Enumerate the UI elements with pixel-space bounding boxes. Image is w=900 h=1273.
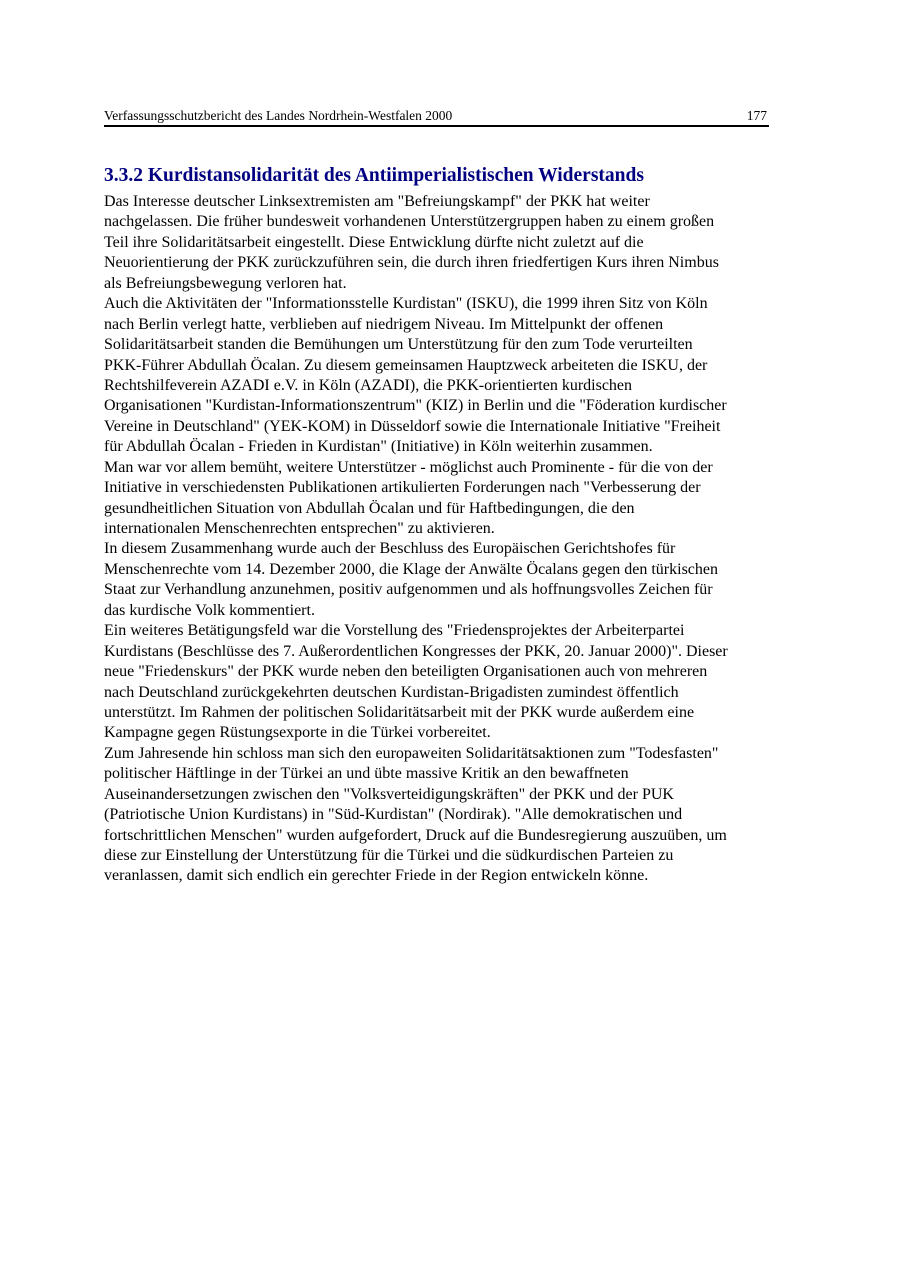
text-line: Solidaritätsarbeit standen die Bemühungen um Unterstützung für den zum Tode verurteilten (104, 336, 693, 354)
text-line: Kurdistans (Beschlüsse des 7. Außerordentlichen Kongresses der PKK, 20. Januar 2000)". Dieser (104, 642, 728, 660)
text-line: PKK-Führer Abdullah Öcalan. Zu diesem gemeinsamen Hauptzweck arbeiteten die ISKU, der (104, 356, 708, 374)
running-header (104, 108, 769, 127)
text-line: In diesem Zusammenhang wurde auch der Beschluss des Europäischen Gerichtshofes für (104, 540, 676, 558)
text-line: Rechtshilfeverein AZADI e.V. in Köln (AZADI), die PKK-orientierten kurdischen (104, 376, 633, 394)
text-line: Das Interesse deutscher Linksextremisten am "Befreiungskampf" der PKK hat weiter (104, 193, 650, 210)
text-line: Menschenrechte vom 14. Dezember 2000, die Klage der Anwälte Öcalans gegen den türkischen (104, 560, 718, 578)
text-line: nach Berlin verlegt hatte, verblieben auf niedrigem Niveau. Im Mittelpunkt der offenen (104, 315, 664, 333)
text-line: Zum Jahresende hin schloss man sich den europaweiten Solidaritätsaktionen zum "Todesfasten" (104, 744, 719, 762)
text-line: (Patriotische Union Kurdistans) in "Süd-Kurdistan" (Nordirak). "Alle demokratischen und (104, 806, 683, 824)
text-line: Organisationen "Kurdistan-Informationszentrum" (KIZ) in Berlin und die "Föderation kurdischer (104, 397, 727, 415)
text-line: internationalen Menschenrechten entsprechen" zu aktivieren. (104, 520, 495, 537)
text-line: Initiative in verschiedensten Publikationen artikulierten Forderungen nach "Verbesserung der (104, 479, 701, 497)
text-line: Man war vor allem bemüht, weitere Unterstützer - möglichst auch Prominente - für die von der (104, 458, 713, 476)
text-line: Auseinandersetzungen zwischen den "Volksverteidigungskräften" der PKK und der PUK (104, 785, 674, 803)
text-line: Neuorientierung der PKK zurückzuführen sein, die durch ihren friedfertigen Kurs ihren Nimbus (104, 254, 719, 272)
text-line: gesundheitlichen Situation von Abdullah Öcalan und für Haftbedingungen, die den (104, 499, 635, 517)
text-line: das kurdische Volk kommentiert. (104, 601, 315, 619)
header-title: Verfassungsschutzbericht des Landes Nordrhein-Westfalen 2000 (104, 108, 453, 123)
page-number: 177 (746, 108, 767, 123)
text-line: Ein weiteres Betätigungsfeld war die Vorstellung des "Friedensprojektes der Arbeiterpartei (104, 622, 685, 640)
text-line: für Abdullah Öcalan - Frieden in Kurdistan" (Initiative) in Köln weiterhin zusammen. (104, 438, 653, 456)
text-line: Kampagne gegen Rüstungsexporte in die Türkei vorbereitet. (104, 724, 491, 742)
text-line: als Befreiungsbewegung verloren hat. (104, 274, 347, 292)
text-line: Staat zur Verhandlung anzunehmen, positiv aufgenommen und als hoffnungsvolles Zeichen für (104, 581, 713, 599)
body-text (104, 192, 804, 887)
text-line: nach Deutschland zurückgekehrten deutschen Kurdistan-Brigadisten zumindest öffentlich (104, 683, 679, 701)
section-heading: 3.3.2 Kurdistansolidarität des Antiimperialistischen Widerstands (104, 165, 644, 186)
text-line: fortschrittlichen Menschen" wurden aufgefordert, Druck auf die Bundesregierung auszuüben, um (104, 826, 727, 844)
text-line: diese zur Einstellung der Unterstützung für die Türkei und die südkurdischen Parteien zu (104, 847, 674, 864)
text-line: veranlassen, damit sich endlich ein gerechter Friede in der Region entwickeln könne. (104, 867, 649, 885)
text-line: Auch die Aktivitäten der "Informationsstelle Kurdistan" (ISKU), die 1999 ihren Sitz von Köln (104, 295, 708, 313)
text-line: politischer Häftlinge in der Türkei an und übte massive Kritik an den bewaffneten (104, 765, 629, 783)
text-line: nachgelassen. Die früher bundesweit vorhandenen Unterstützergruppen haben zu einem großen (104, 213, 715, 231)
text-line: neue "Friedenskurs" der PKK wurde neben den beteiligten Organisationen auch von mehreren (104, 663, 708, 681)
text-line: Vereine in Deutschland" (YEK-KOM) in Düsseldorf sowie die Internationale Initiative "Freiheit (104, 417, 721, 435)
text-line: unterstützt. Im Rahmen der politischen Solidaritätsarbeit mit der PKK wurde außerdem eine (104, 703, 695, 721)
text-line: Teil ihre Solidaritätsarbeit eingestellt. Diese Entwicklung dürfte nicht zuletzt auf die (104, 233, 644, 251)
